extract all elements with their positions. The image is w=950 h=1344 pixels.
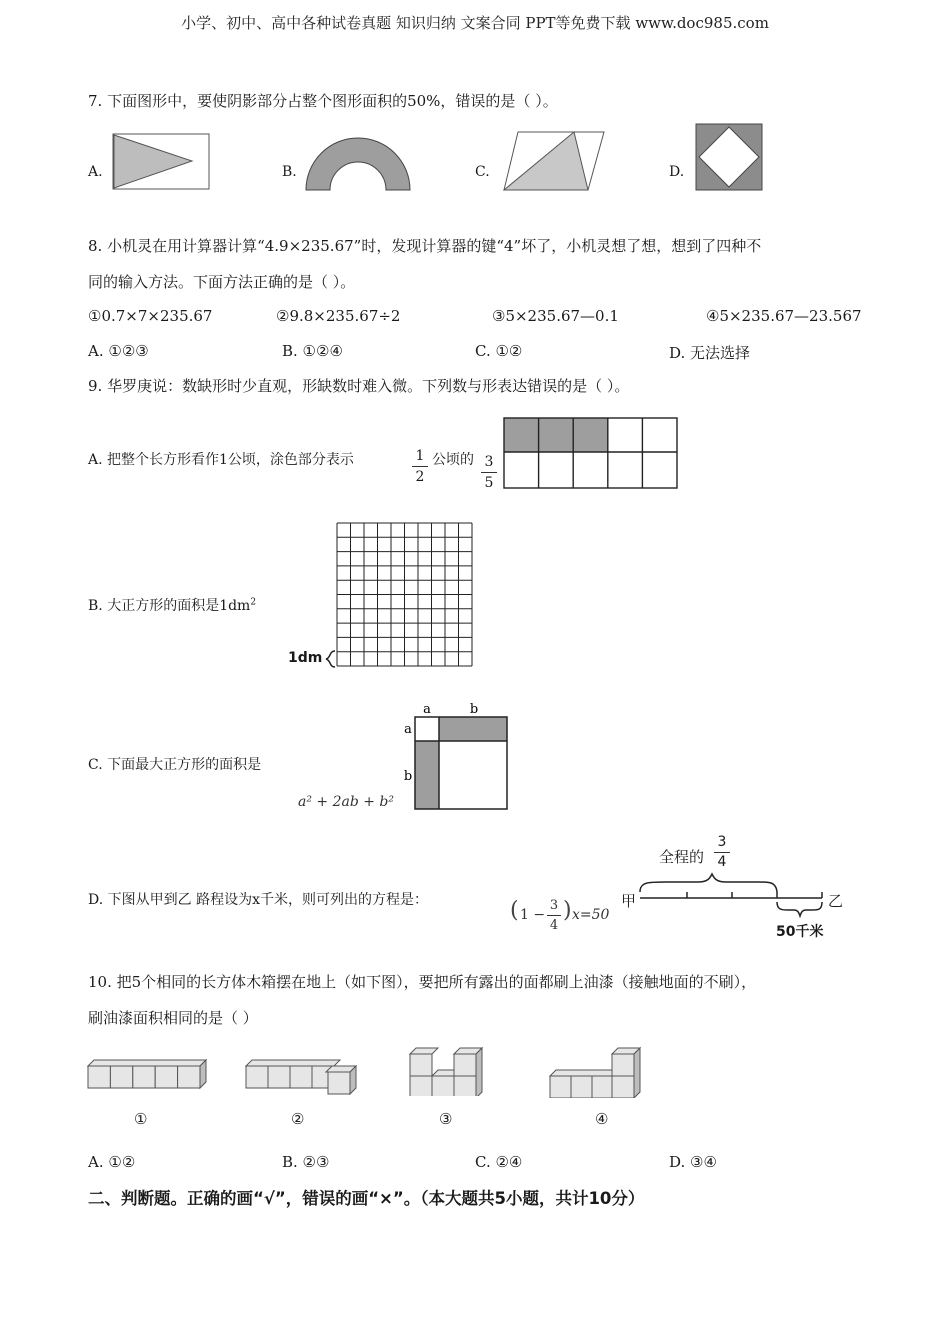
q9-d-eq-den: 4	[547, 915, 561, 935]
q9-c-square-figure	[398, 698, 512, 814]
q9-b-superscript: 2	[250, 597, 257, 608]
q9-c-label-a-left: a	[404, 722, 412, 737]
q10-label-4: ④	[595, 1110, 609, 1128]
page-header: 小学、初中、高中各种试卷真题 知识归纳 文案合同 PPT等免费下载 www.doc985.com	[181, 14, 769, 32]
q7-stem: 7. 下面图形中，要使阴影部分占整个图形面积的50%，错误的是（ ）。	[88, 92, 558, 110]
q8-choice-b: B. ①②④	[282, 342, 343, 360]
q9-d-eq-rest: x=50	[572, 907, 610, 923]
q8-method-1: ①0.7×7×235.67	[88, 307, 213, 325]
section-2-heading: 二、判断题。正确的画“√”，错误的画“×”。（本大题共5小题，共计10分）	[88, 1189, 645, 1208]
q7-option-d: D.	[669, 164, 685, 180]
q7-option-b: B.	[282, 164, 297, 180]
q9-c-formula: a² + 2ab + b²	[298, 794, 395, 810]
q9-stem: 9. 华罗庚说：数缺形时少直观，形缺数时难入微。下列数与形表达错误的是（ ）。	[88, 377, 630, 395]
q9-d-end-label: 乙	[828, 892, 844, 910]
q9-a-fraction-2	[481, 452, 497, 493]
q10-choice-d: D. ③④	[669, 1153, 717, 1171]
q8-choice-c: C. ①②	[475, 342, 523, 360]
q9-d-total-fraction	[714, 833, 730, 872]
q7-figure-c	[502, 130, 606, 192]
q9-a-frac2-num: 3	[484, 454, 494, 470]
q10-figure-3	[408, 1046, 488, 1096]
q9-b-text-main: B. 大正方形的面积是1dm	[88, 598, 251, 614]
q9-d-paren-close: )	[563, 898, 572, 923]
q8-line1: 8. 小机灵在用计算器计算“4.9×235.67”时，发现计算器的键“4”坏了，小机灵想了想，想到了四种不	[88, 237, 762, 255]
q9-c-text: C. 下面最大正方形的面积是	[88, 757, 262, 773]
q10-line1: 10. 把5个相同的长方体木箱摆在地上（如下图），要把所有露出的面都刷上油漆（接触地面的不刷），	[88, 973, 757, 991]
q9-b-text	[88, 595, 256, 615]
q7-figure-d	[695, 123, 763, 191]
q9-d-total-label: 全程的	[659, 848, 705, 866]
q7-figure-a	[112, 133, 210, 191]
q8-method-4: ④5×235.67—23.567	[706, 307, 862, 325]
q8-method-3: ③5×235.67—0.1	[492, 307, 619, 325]
q10-choice-c: C. ②④	[475, 1153, 523, 1171]
q10-label-3: ③	[439, 1110, 453, 1128]
q9-c-label-b-left: b	[403, 769, 413, 784]
q9-a-frac2-den: 5	[481, 472, 497, 493]
q9-d-line-diagram	[636, 872, 826, 922]
q10-line2: 刷油漆面积相同的是（ ）	[88, 1009, 258, 1027]
q9-b-brace	[323, 650, 337, 668]
q9-c-label-b-top: b	[469, 702, 479, 717]
q9-d-frac-den: 4	[714, 852, 730, 872]
q9-a-text2: 公顷的	[432, 452, 474, 468]
q10-choice-a: A. ①②	[88, 1153, 136, 1171]
q9-b-square-grid	[336, 522, 474, 668]
q10-choice-b: B. ②③	[282, 1153, 330, 1171]
q9-a-fraction-1	[412, 446, 428, 487]
q9-d-start-label: 甲	[621, 892, 637, 910]
q9-d-frac-num: 3	[717, 834, 727, 850]
q9-d-eq-one: 1 −	[520, 907, 546, 923]
q9-d-text: D. 下图从甲到乙 路程设为x千米，则可列出的方程是：	[88, 892, 428, 908]
q7-option-a: A.	[88, 164, 103, 180]
q7-figure-b	[304, 136, 412, 192]
q9-d-paren-open: (	[510, 898, 519, 923]
q9-a-frac1-den: 2	[412, 466, 428, 487]
q9-a-rectangle-grid	[503, 417, 679, 490]
q10-label-2: ②	[291, 1110, 305, 1128]
q8-line2: 同的输入方法。下面方法正确的是（ ）。	[88, 273, 356, 291]
q9-a-frac1-num: 1	[415, 448, 425, 464]
q8-choice-d: D. 无法选择	[669, 344, 751, 362]
q10-figure-4	[548, 1046, 648, 1098]
q9-d-eq-num: 3	[549, 898, 559, 913]
q10-figure-1	[86, 1056, 210, 1090]
q10-figure-2	[244, 1056, 360, 1096]
q7-option-c: C.	[475, 164, 490, 180]
q9-c-label-a-top: a	[423, 702, 431, 717]
q10-label-1: ①	[134, 1110, 148, 1128]
q9-b-unit-label: 1dm	[288, 650, 323, 666]
q9-a-text: A. 把整个长方形看作1公顷，涂色部分表示	[88, 452, 354, 468]
q9-d-eq-fraction	[547, 896, 561, 935]
q9-d-remain-label: 50千米	[776, 924, 824, 940]
q8-method-2: ②9.8×235.67÷2	[276, 307, 401, 325]
q8-choice-a: A. ①②③	[88, 342, 149, 360]
